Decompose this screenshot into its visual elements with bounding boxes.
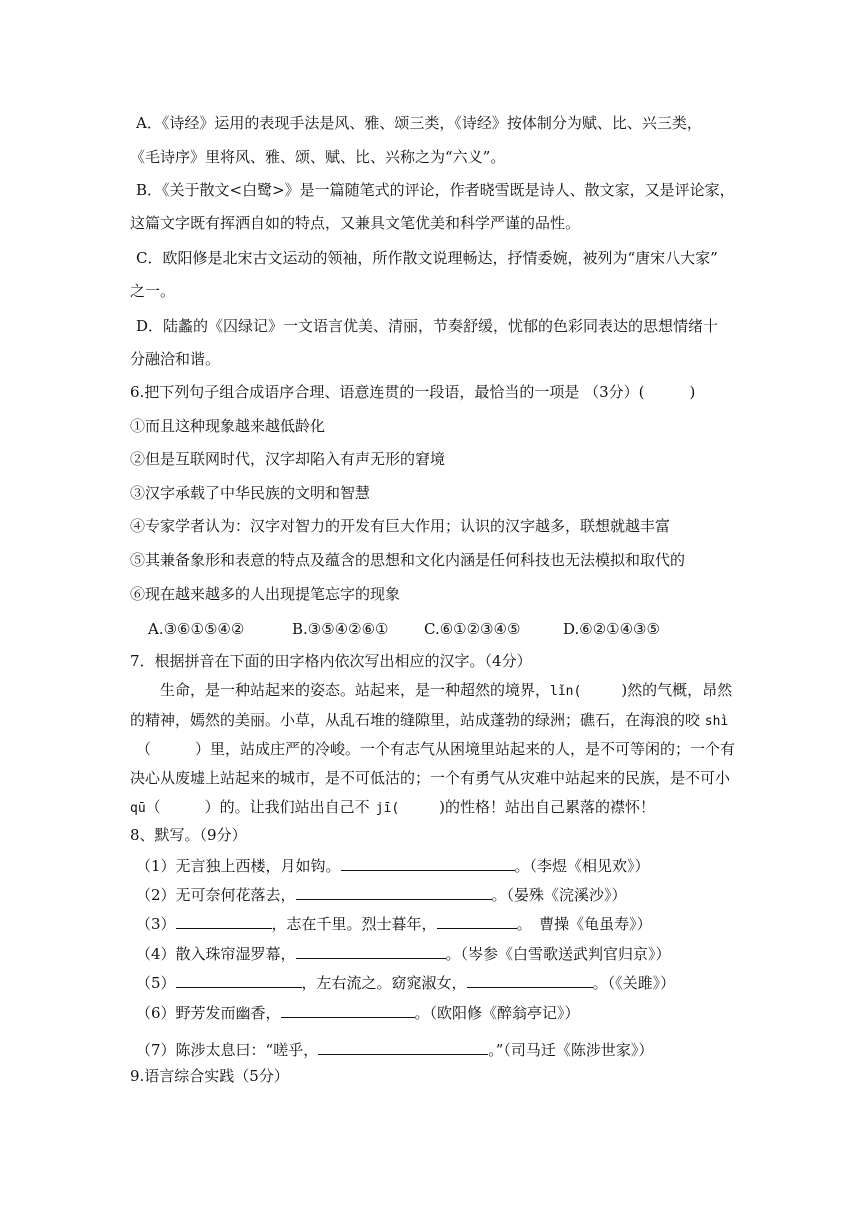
poem-text: （1）无言独上西楼，月如钩。 [136,857,341,875]
passage-line-4: 决心从废墟上站起来的城市，是不可低沽的；一个有勇气从灾难中站起来的民族，是不可小 [130,769,731,787]
passage-line-2 [130,710,728,730]
poem-text: ，左右流之。窈窕淑女， [301,974,467,992]
poem-line-4 [136,943,671,963]
poem-text: （3） [136,915,176,933]
passage-line-3 [136,739,735,759]
option-a: A.③⑥①⑤④② [148,620,245,638]
sentence-3: ③汉字承载了中华民族的文明和智慧 [130,484,371,502]
passage-text: （ [136,740,152,758]
passage-line-5 [130,797,655,817]
fill-blank[interactable] [437,913,517,929]
poem-source: 。 曹操《龟虽寿》） [516,915,652,933]
poem-text: （5） [136,974,176,992]
poem-line-5 [136,972,675,992]
option-b-line-1: B．《关于散文<白鹭>》是一篇随笔式的评论，作者晓雪既是诗人、散文家，又是评论家， [136,181,735,199]
passage-text: （ [145,798,161,816]
fill-blank[interactable] [318,1039,488,1055]
option-a-line-2: 《毛诗序》里将风、雅、颂、赋、比、兴称之为“六义”。 [130,148,506,166]
sentence-5: ⑤其兼备象形和表意的特点及蕴含的思想和文化内涵是任何科技也无法模拟和取代的 [130,551,686,569]
poem-line-1 [136,855,650,875]
answer-options [148,619,660,639]
poem-line-6 [136,1002,580,1022]
passage-text: )的性格！站出自己累落的襟怀！ [439,798,656,816]
poem-source: 。（晏殊《浣溪沙》） [491,886,627,904]
poem-source: 。（岑参《白雪歌送武判官归京》） [445,945,671,963]
passage-text: 生命，是一种站起来的姿态。站起来，是一种超然的境界， [160,681,551,699]
fill-blank[interactable] [296,884,492,900]
pinyin-shi: shì [704,714,729,729]
passage-text: 的精神，嫣然的美丽。小草，从乱石堆的缝隙里，站成蓬勃的绿洲；礁石，在海浪的咬 [130,711,701,729]
poem-text: （2）无可奈何花落去， [136,886,296,904]
option-d: D.⑥②①④③⑤ [563,620,660,638]
sentence-2: ②但是互联网时代，汉字却陷入有声无形的窘境 [130,450,446,468]
option-a-line-1: A．《诗经》运用的表现手法是风、雅、颂三类，《诗经》按体制分为赋、比、兴三类， [136,114,702,132]
poem-source: 。（《关雎》） [592,974,676,992]
sentence-6: ⑥现在越来越多的人出现提笔忘字的现象 [130,585,401,603]
option-b-line-2: 这篇文字既有挥洒自如的特点，又兼具文笔优美和科学严谨的品性。 [130,214,581,232]
poem-text: （6）野芳发而幽香， [136,1004,281,1022]
pinyin-ji: jī( [375,801,400,816]
poem-text: （4）散入珠帘湿罗幕， [136,945,296,963]
question-8-stem: 8、默写。（9分） [130,826,247,844]
pinyin-qu: qū [130,801,146,816]
poem-source: 。（李煜《相见欢》） [514,857,650,875]
fill-blank[interactable] [281,1002,415,1018]
question-6-stem: 6.把下列句子组合成语序合理、语意连贯的一段语，最恰当的一项是 （3分）( ) [130,383,696,401]
poem-line-3 [136,913,652,933]
fill-blank[interactable] [467,972,593,988]
option-d-line-2: 分融洽和谐。 [130,350,221,368]
passage-line-1 [160,680,732,700]
passage-text: )然的气概，昂然 [621,681,733,699]
passage-text: ）里，站成庄严的冷峻。一个有志气从困境里站起来的人，是不可等闲的；一个有 [195,740,736,758]
poem-source: 。”（司马迁《陈涉世家》） [488,1041,654,1059]
option-c-line-1: C．欧阳修是北宋古文运动的领袖，所作散文说理畅达，抒情委婉，被列为“唐宋八大家” [136,249,718,267]
poem-text: （7）陈涉太息曰：“嗟乎， [136,1041,319,1059]
option-b: B.③⑤④②⑥① [292,620,389,638]
option-c-line-2: 之一。 [130,282,176,300]
fill-blank[interactable] [176,913,272,929]
passage-text: ）的。让我们站出自己不 [204,798,370,816]
question-9-stem: 9.语言综合实践（5分） [130,1067,289,1085]
poem-text: ，志在千里。烈士暮年， [271,915,437,933]
option-d-line-1: D．陆蠡的《囚绿记》一文语言优美、清丽，节奏舒缓，忧郁的色彩同表达的思想情绪十 [136,317,719,335]
fill-blank[interactable] [176,972,302,988]
poem-source: 。（欧阳修《醉翁亭记》） [414,1004,580,1022]
poem-line-2 [136,884,627,904]
fill-blank[interactable] [296,943,446,959]
question-7-stem: 7．根据拼音在下面的田字格内依次写出相应的汉字。（4分） [130,652,532,670]
option-c: C.⑥①②③④⑤ [424,620,521,638]
pinyin-lin: lǐn( [550,684,582,699]
fill-blank[interactable] [341,855,515,871]
poem-line-7 [136,1039,653,1059]
sentence-1: ①而且这种现象越来越低龄化 [130,417,326,435]
sentence-4: ④专家学者认为：汉字对智力的开发有巨大作用；认识的汉字越多，联想就越丰富 [130,517,671,535]
